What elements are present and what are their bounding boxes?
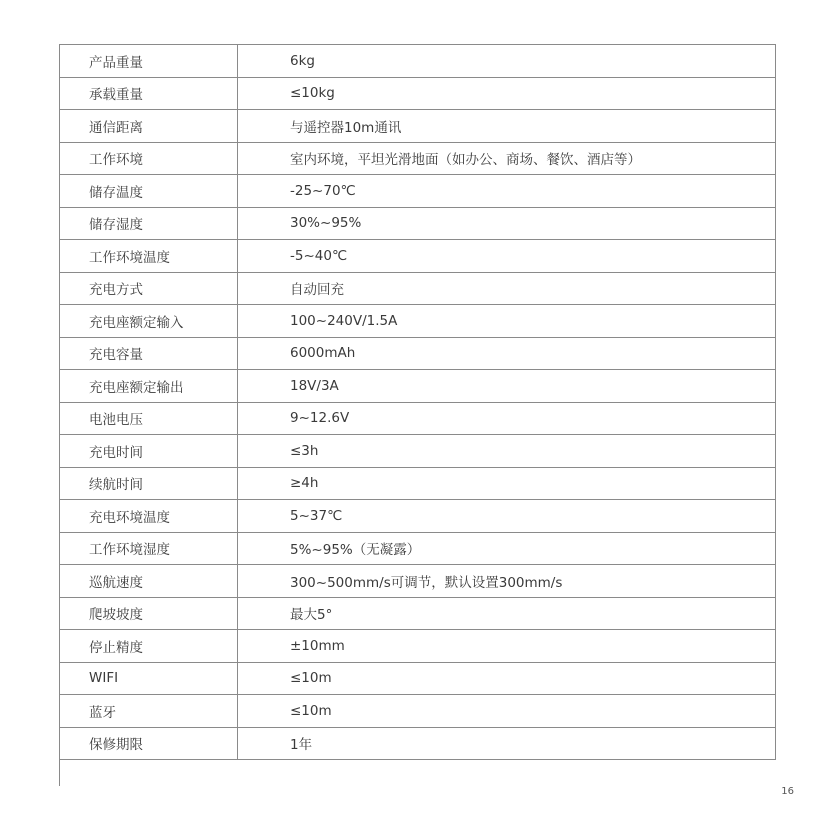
table-row (60, 240, 775, 273)
spec-label: 电池电压 (60, 403, 238, 435)
table-row (60, 175, 775, 208)
spec-value: ≥4h (290, 475, 319, 492)
spec-value: 100~240V/1.5A (290, 312, 398, 329)
spec-label: 充电座额定输出 (60, 370, 238, 402)
spec-value: ±10mm (290, 637, 345, 654)
spec-label: 停止精度 (60, 630, 238, 662)
spec-value: ≤10m (290, 702, 332, 719)
table-row (60, 565, 775, 598)
spec-label: 储存温度 (60, 175, 238, 207)
spec-label: 充电容量 (60, 338, 238, 370)
spec-value: 300~500mm/s可调节，默认设置300mm/s (290, 574, 563, 591)
spec-value: 18V/3A (290, 377, 339, 394)
table-row (60, 533, 775, 566)
spec-value: ≤10m (290, 670, 332, 687)
spec-label: 通信距离 (60, 110, 238, 142)
spec-table (59, 44, 776, 760)
spec-label: 工作环境湿度 (60, 533, 238, 565)
table-left-border-extension (59, 760, 60, 786)
table-row (60, 663, 775, 696)
table-row (60, 78, 775, 111)
table-row (60, 370, 775, 403)
page-number: 16 (781, 786, 794, 797)
spec-label: 产品重量 (60, 45, 238, 77)
spec-value: 30%~95% (290, 215, 362, 232)
spec-value: 5%~95%（无凝露） (290, 542, 421, 559)
table-row (60, 273, 775, 306)
table-row (60, 435, 775, 468)
table-row (60, 630, 775, 663)
spec-label: 充电时间 (60, 435, 238, 467)
spec-label: 充电环境温度 (60, 500, 238, 532)
spec-value: 与遥控器10m通讯 (290, 119, 402, 136)
spec-value: ≤10kg (290, 85, 335, 102)
table-row (60, 305, 775, 338)
spec-value: 6000mAh (290, 345, 356, 362)
table-row (60, 110, 775, 143)
table-row (60, 598, 775, 631)
spec-label: 保修期限 (60, 728, 238, 760)
table-row (60, 45, 775, 78)
spec-value: -25~70℃ (290, 182, 356, 199)
spec-label: 续航时间 (60, 468, 238, 500)
spec-label: 承载重量 (60, 78, 238, 110)
table-row (60, 728, 775, 761)
spec-value: 最大5° (290, 607, 333, 624)
spec-value: 室内环境，平坦光滑地面（如办公、商场、餐饮、酒店等） (290, 152, 641, 169)
spec-value: 5~37℃ (290, 507, 343, 524)
spec-label: WIFI (60, 663, 238, 695)
table-row (60, 500, 775, 533)
spec-value: -5~40℃ (290, 247, 348, 264)
table-row (60, 143, 775, 176)
table-row (60, 208, 775, 241)
spec-label: 蓝牙 (60, 695, 238, 727)
spec-value: ≤3h (290, 442, 319, 459)
spec-value: 6kg (290, 52, 315, 69)
spec-label: 储存湿度 (60, 208, 238, 240)
table-row (60, 468, 775, 501)
spec-label: 充电方式 (60, 273, 238, 305)
table-row (60, 695, 775, 728)
spec-label: 巡航速度 (60, 565, 238, 597)
spec-value: 9~12.6V (290, 410, 350, 427)
spec-value: 1年 (290, 737, 313, 754)
spec-label: 充电座额定输入 (60, 305, 238, 337)
spec-label: 工作环境 (60, 143, 238, 175)
table-row (60, 403, 775, 436)
table-row (60, 338, 775, 371)
spec-label: 工作环境温度 (60, 240, 238, 272)
spec-value: 自动回充 (290, 282, 344, 299)
spec-label: 爬坡坡度 (60, 598, 238, 630)
